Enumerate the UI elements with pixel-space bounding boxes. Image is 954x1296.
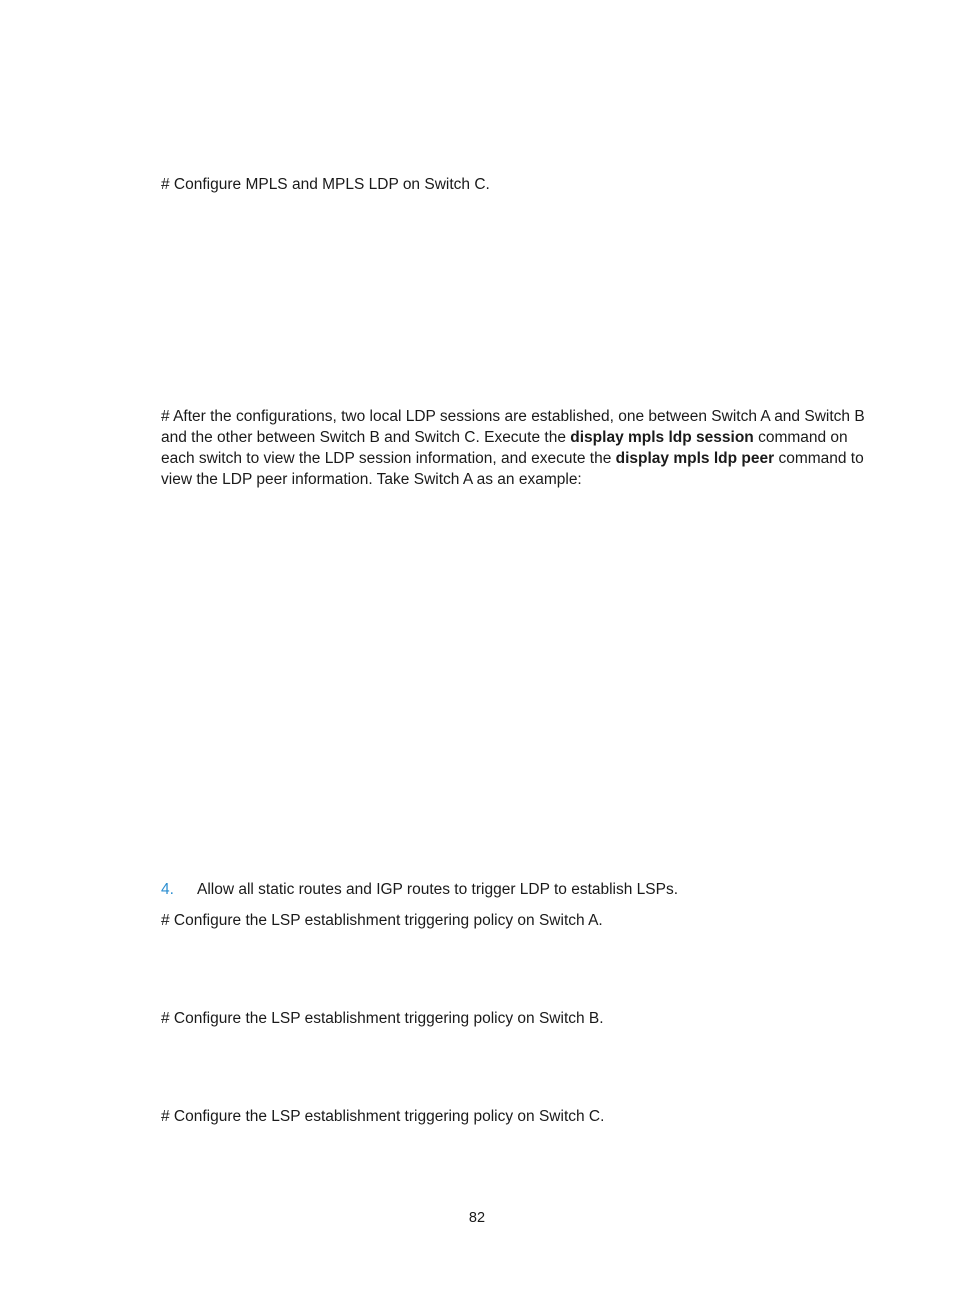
paragraph-policy-switch-b: # Configure the LSP establishment triggering policy on Switch B.	[161, 1010, 604, 1027]
page-number: 82	[468, 1210, 486, 1226]
step-text: Allow all static routes and IGP routes to trigger LDP to establish LSPs.	[197, 881, 679, 898]
paragraph-text-3: command to view the LDP peer information. Take Switch A as an example:	[161, 450, 864, 488]
paragraph-configure-switch-c: # Configure MPLS and MPLS LDP on Switch C.	[161, 176, 490, 193]
paragraph-policy-switch-c: # Configure the LSP establishment triggering policy on Switch C.	[161, 1108, 605, 1125]
paragraph-ldp-sessions	[161, 406, 865, 490]
step-number: 4.	[161, 881, 174, 898]
paragraph-text-1: # After the configurations, two local LDP sessions are established, one between Switch A and Switch B and the other between Switch B and Switch C. Execute the	[161, 408, 865, 446]
command-display-mpls-ldp-session: display mpls ldp session	[570, 429, 754, 446]
paragraph-policy-switch-a: # Configure the LSP establishment triggering policy on Switch A.	[161, 912, 603, 929]
command-display-mpls-ldp-peer: display mpls ldp peer	[615, 450, 775, 467]
paragraph-text-2: command on each switch to view the LDP session information, and execute the	[161, 429, 848, 467]
